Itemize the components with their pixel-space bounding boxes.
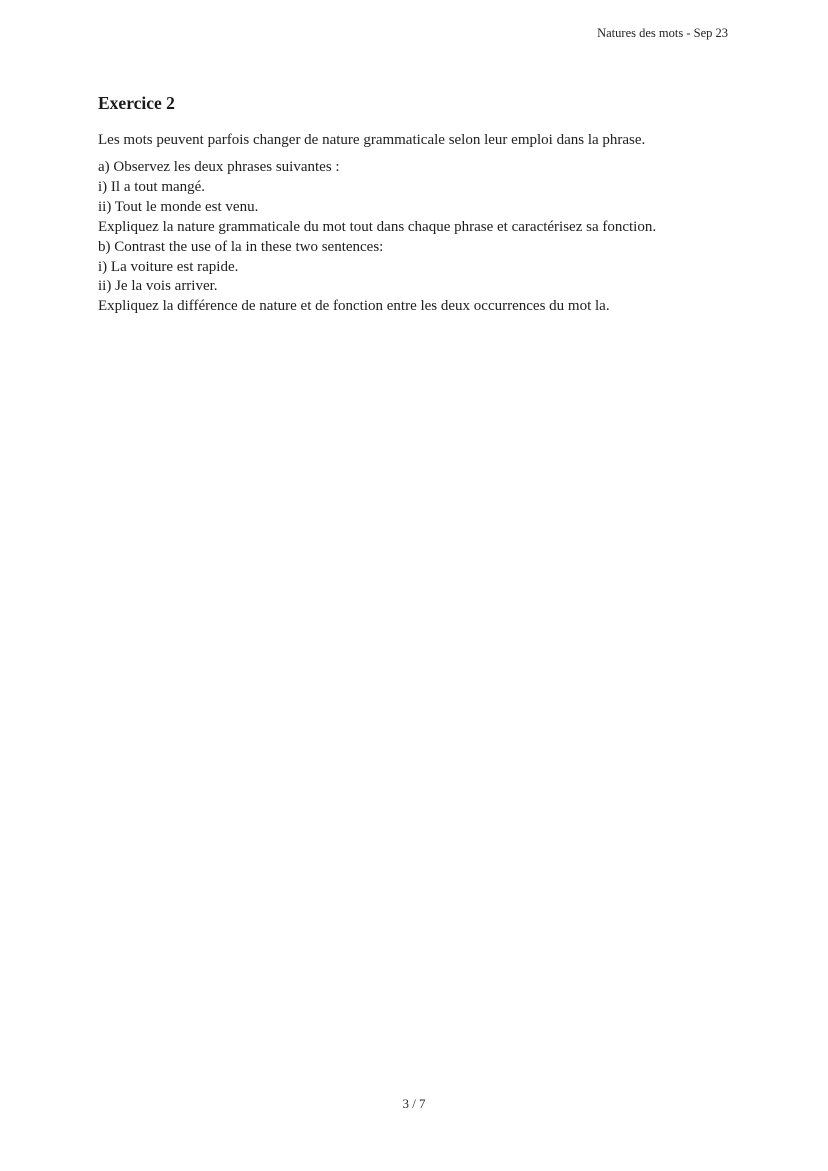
header-title: Natures des mots - Sep 23 [597,26,728,40]
exercise-intro: Les mots peuvent parfois changer de nature grammaticale selon leur emploi dans la phrase. [98,132,646,148]
exercise-line: ii) Tout le monde est venu. [98,198,259,215]
exercise-title: Exercice 2 [98,93,175,113]
page-footer [0,1096,828,1112]
exercise-line: i) Il a tout mangé. [98,178,206,195]
exercise-line: Expliquez la nature grammaticale du mot tout dans chaque phrase et caractérisez sa fonction. [98,218,657,235]
page-number: 3 / 7 [402,1096,426,1111]
exercise-line: ii) Je la vois arriver. [98,278,218,295]
exercise-line: a) Observez les deux phrases suivantes : [98,159,340,175]
exercise-line: i) La voiture est rapide. [98,258,239,275]
exercise-line: b) Contrast the use of la in these two sentences: [98,238,384,255]
page-header [98,26,728,41]
exercise-body [98,158,738,317]
exercise-line: Expliquez la différence de nature et de fonction entre les deux occurrences du mot la. [98,298,610,315]
